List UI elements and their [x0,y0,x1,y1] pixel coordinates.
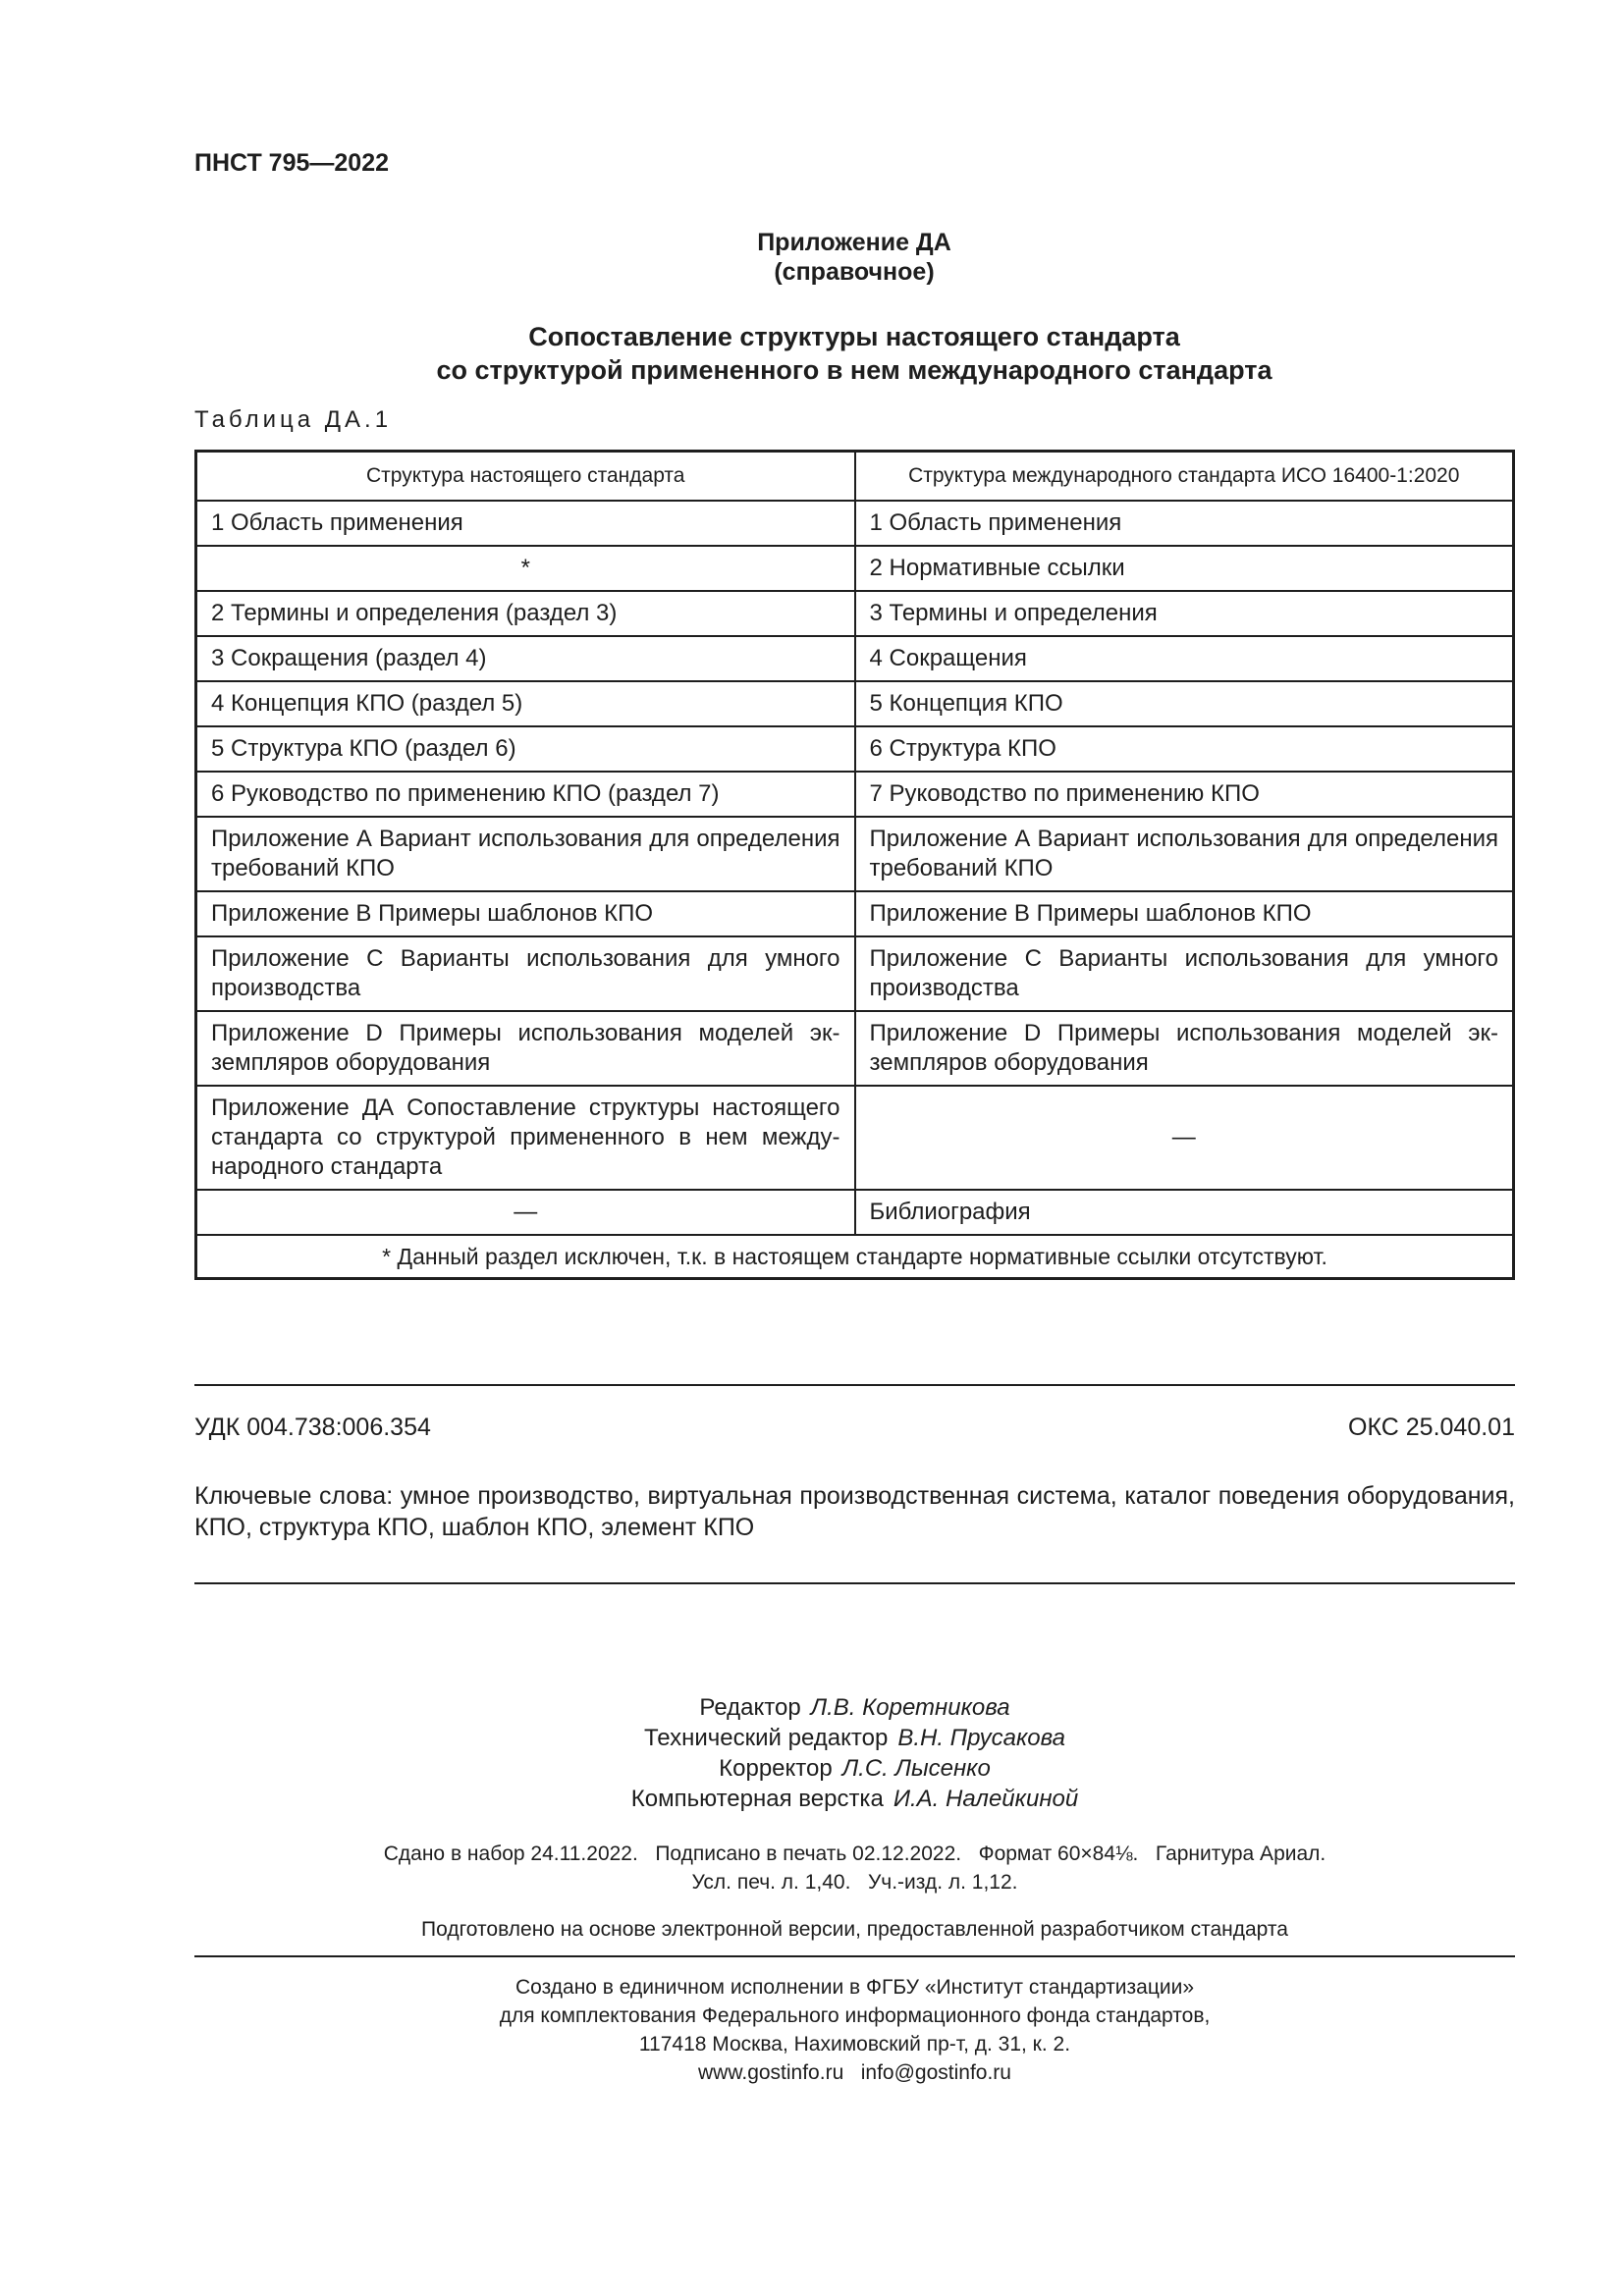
table-row [196,681,1514,726]
table-cell: 3 Сокращения (раздел 4) [196,636,855,681]
credit-role: Технический редактор [643,1725,889,1751]
table-row [196,636,1514,681]
credit-name: В.Н. Прусакова [897,1725,1065,1751]
page-title-line-2: со структурой примененного в нем международного стандарта [436,355,1272,385]
credit-tech-editor [194,1723,1515,1753]
credit-role: Корректор [719,1755,833,1782]
table-cell: Приложение ДА Сопоставление структуры настоящего стандарта со структурой примененного в нем международного стандарта [196,1086,855,1190]
annex-title: Приложение ДА [757,229,951,256]
table-cell: Приложение С Варианты использования для умного производства [855,936,1514,1011]
table-cell: 1 Область применения [855,501,1514,546]
prepared-note: Подготовлено на основе электронной версии, предоставленной разработчиком стандарта [421,1918,1288,1941]
table-cell: Приложение В Примеры шаблонов КПО [196,891,855,936]
table-row [196,501,1514,546]
credit-name: И.А. Налейкиной [893,1786,1079,1812]
print-info-line: Усл. печ. л. 1,40. Уч.-изд. л. 1,12. [691,1871,1018,1894]
table-label: Таблица ДА.1 [194,406,393,433]
divider [194,1955,1515,1957]
credit-name: Л.С. Лысенко [841,1755,991,1782]
table-cell: 2 Термины и определения (раздел 3) [196,591,855,636]
table-row [196,591,1514,636]
table-cell: — [855,1086,1514,1190]
table-header-row [196,452,1514,502]
table-footnote: * Данный раздел исключен, т.к. в настоящем стандарте нормативные ссылки отсутствуют. [196,1235,1514,1279]
table-cell: Приложение А Вариант использования для определения требований КПО [855,817,1514,891]
publisher-line: Создано в единичном исполнении в ФГБУ «Институт стандартизации» [514,1976,1195,1999]
divider [194,1384,1515,1386]
page-title-line-1: Сопоставление структуры настоящего стандарта [528,322,1180,351]
table-cell: — [196,1190,855,1235]
credit-role: Редактор [699,1694,801,1721]
credits-block [194,1692,1515,1814]
table-cell: 4 Сокращения [855,636,1514,681]
table-row [196,1011,1514,1086]
table-cell: 2 Нормативные ссылки [855,546,1514,591]
table-row [196,1086,1514,1190]
publisher-info [194,1973,1515,2087]
udk-code: УДК 004.738:006.354 [194,1414,431,1441]
divider [194,1582,1515,1584]
table-cell: 1 Область применения [196,501,855,546]
table-cell: 6 Руководство по применению КПО (раздел 7) [196,772,855,817]
table-row [196,726,1514,772]
table-cell: 5 Структура КПО (раздел 6) [196,726,855,772]
credit-layout [194,1784,1515,1814]
print-info-line: Сдано в набор 24.11.2022. Подписано в печать 02.12.2022. Формат 60×84⅛. Гарнитура Ариал. [383,1842,1326,1865]
oks-code: ОКС 25.040.01 [1348,1414,1515,1441]
table-cell: Приложение D Примеры использования моделей экземпляров оборудования [196,1011,855,1086]
table-cell: 7 Руководство по применению КПО [855,772,1514,817]
credit-name: Л.В. Коретникова [810,1694,1010,1721]
annex-heading [194,228,1514,287]
table-header-cell: Структура настоящего стандарта [196,452,855,502]
table-cell: Приложение D Примеры использования моделей экземпляров оборудования [855,1011,1514,1086]
table-row [196,772,1514,817]
table-row [196,891,1514,936]
table-row [196,1190,1514,1235]
page-title [194,320,1514,387]
publisher-contacts: www.gostinfo.ru info@gostinfo.ru [698,2061,1011,2084]
table-row [196,546,1514,591]
structure-comparison-table [194,450,1515,1280]
credit-editor [194,1692,1515,1723]
publisher-line: для комплектования Федерального информационного фонда стандартов, [499,2004,1211,2027]
table-row [196,936,1514,1011]
table-cell: 3 Термины и определения [855,591,1514,636]
table-cell: Приложение А Вариант использования для определения требований КПО [196,817,855,891]
table-cell: 5 Концепция КПО [855,681,1514,726]
publisher-line: 117418 Москва, Нахимовский пр-т, д. 31, к. 2. [638,2033,1071,2056]
table-cell: Приложение В Примеры шаблонов КПО [855,891,1514,936]
table-cell: * [196,546,855,591]
table-cell: 6 Структура КПО [855,726,1514,772]
table-footnote-row [196,1235,1514,1279]
print-info [194,1840,1515,1896]
table-header-cell: Структура международного стандарта ИСО 16400-1:2020 [855,452,1514,502]
table-cell: 4 Концепция КПО (раздел 5) [196,681,855,726]
credit-role: Компьютерная верстка [630,1786,884,1812]
credit-proofreader [194,1753,1515,1784]
document-code: ПНСТ 795—2022 [194,149,389,177]
table-row [196,817,1514,891]
table-cell: Приложение С Варианты использования для умного производства [196,936,855,1011]
keywords: Ключевые слова: умное производство, виртуальная производственная система, каталог поведения оборудования, КПО, структура КПО, шаблон КПО, элемент КПО [194,1482,1515,1541]
table-cell: Библиография [855,1190,1514,1235]
annex-type: (справочное) [774,258,935,286]
